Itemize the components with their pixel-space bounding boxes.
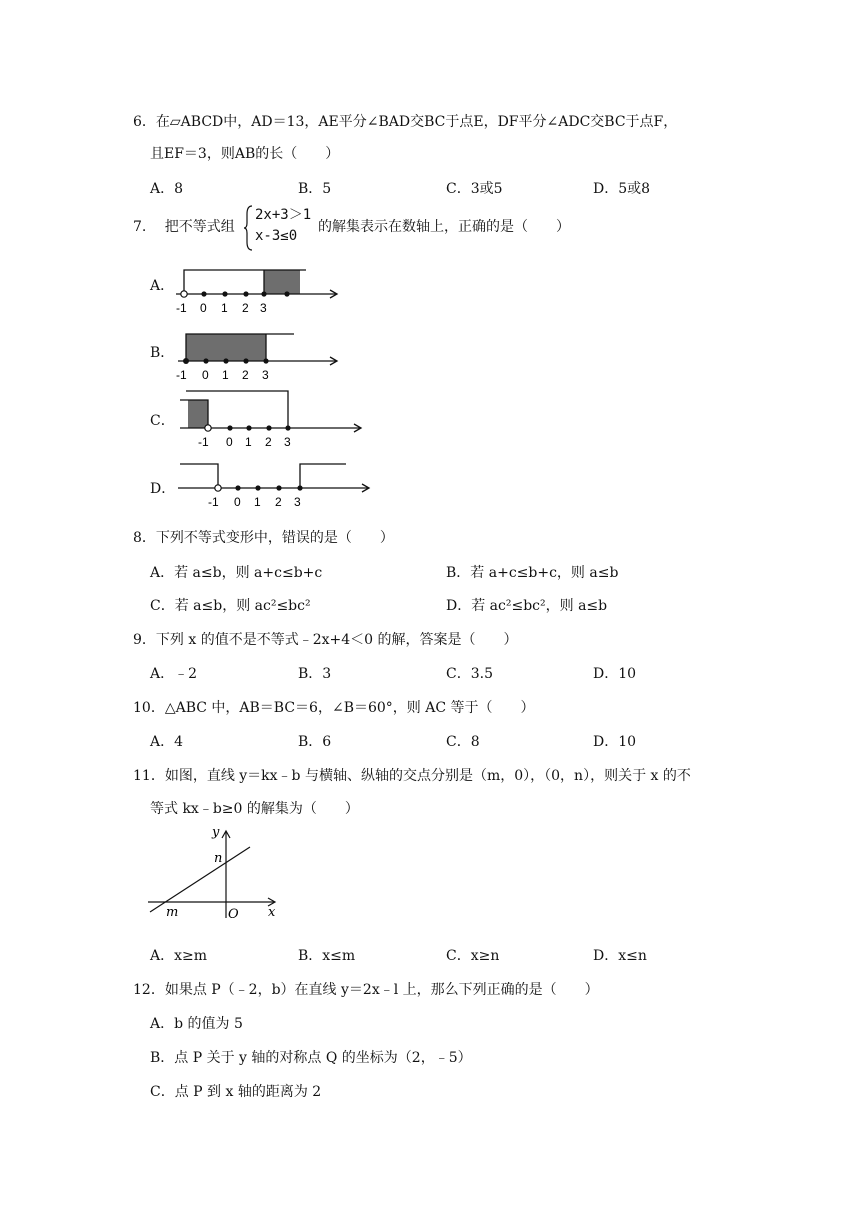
tick-label: 0: [234, 495, 241, 509]
tick-label: 0: [202, 368, 209, 382]
tick-label: -1: [208, 495, 219, 509]
solid-point: [201, 291, 206, 296]
q10-option-a: A．4: [150, 734, 184, 750]
system-brace-icon: [244, 204, 254, 252]
open-point: [215, 485, 221, 491]
q11-option-b: B．x≤m: [298, 948, 356, 964]
origin-label: O: [228, 907, 239, 922]
tick-label: 3: [262, 368, 269, 382]
tick-label: 2: [265, 435, 272, 449]
q12-stem: 12．如果点 P（﹣2，b）在直线 y＝2x﹣l 上，那么下列正确的是（ ）: [133, 982, 599, 998]
tick-label: 0: [226, 435, 233, 449]
q8-option-c: C．若 a≤b，则 ac²≤bc²: [150, 598, 311, 614]
q11-stem-line-2: 等式 kx﹣b≥0 的解集为（ ）: [150, 801, 359, 817]
shaded-region: [188, 400, 208, 428]
q7-system-line-1: 2x+3＞1: [255, 207, 312, 223]
q10-stem: 10．△ABC 中，AB＝BC＝6，∠B＝60°，则 AC 等于（ ）: [133, 700, 535, 716]
q7-option-b-label: B．: [150, 345, 175, 361]
q7-option-a-label: A．: [150, 278, 175, 294]
q9-stem: 9．下列 x 的值不是不等式﹣2x+4＜0 的解，答案是（ ）: [133, 632, 518, 648]
q6-option-a: A．8: [150, 181, 184, 197]
q9-option-c: C．3.5: [446, 666, 493, 682]
q7-stem-suffix: 的解集表示在数轴上，正确的是（ ）: [318, 219, 570, 235]
q12-option-a: A．b 的值为 5: [150, 1016, 243, 1032]
q11-stem-line-1: 11．如图，直线 y＝kx﹣b 与横轴、纵轴的交点分别是（m，0），（0，n），则关于 x 的不: [133, 768, 691, 784]
tick-label: 0: [200, 301, 207, 315]
q6-stem-line-2: 且EF＝3，则AB的长（ ）: [150, 146, 340, 162]
tick-label: 2: [242, 368, 249, 382]
q8-option-b: B．若 a+c≤b+c，则 a≤b: [446, 565, 619, 581]
q7-stem-prefix: 7. 把不等式组: [133, 219, 235, 235]
tick-label: 3: [284, 435, 291, 449]
q6-option-b: B．5: [298, 181, 332, 197]
tick-label: 1: [245, 435, 252, 449]
shaded-region: [264, 270, 300, 294]
y-axis-label: y: [212, 825, 220, 840]
q7-number-line-a: [170, 258, 345, 316]
q7-system-line-2: x-3≤0: [255, 228, 298, 244]
q7-number-line-c: [176, 390, 366, 450]
x-axis-label: x: [268, 905, 276, 920]
tick-label: -1: [198, 435, 209, 449]
q6-stem-line-1: 6．在▱ABCD中，AD＝13，AE平分∠BAD交BC于点E，DF平分∠ADC交BC于点F，: [133, 114, 678, 130]
q8-option-d: D．若 ac²≤bc²，则 a≤b: [446, 598, 608, 614]
q11-option-d: D．x≤n: [593, 948, 647, 964]
q11-option-a: A．x≥m: [150, 948, 208, 964]
n-label: n: [214, 851, 223, 866]
q7-number-line-b: [170, 326, 345, 384]
q6-option-c: C．3或5: [446, 181, 503, 197]
q7-option-d-label: D．: [150, 481, 176, 497]
tick-label: 3: [260, 301, 267, 315]
q9-option-a: A．﹣2: [150, 666, 198, 682]
tick-label: -1: [176, 301, 187, 315]
shaded-region: [186, 334, 266, 361]
q7-number-line-d: [176, 458, 376, 518]
q7-option-c-label: C．: [150, 413, 175, 429]
q8-stem: 8．下列不等式变形中，错误的是（ ）: [133, 530, 394, 546]
tick-label: 1: [222, 368, 229, 382]
open-point: [181, 291, 187, 297]
tick-label: 1: [221, 301, 228, 315]
q6-option-d: D．5或8: [593, 181, 651, 197]
q8-option-a: A．若 a≤b，则 a+c≤b+c: [150, 565, 323, 581]
q9-option-b: B．3: [298, 666, 332, 682]
q12-option-b: B．点 P 关于 y 轴的对称点 Q 的坐标为（2，﹣5）: [150, 1050, 472, 1066]
q11-line-graph: [146, 822, 281, 922]
q12-option-c: C．点 P 到 x 轴的距离为 2: [150, 1084, 322, 1100]
q10-option-c: C．8: [446, 734, 480, 750]
open-point: [205, 425, 211, 431]
m-label: m: [166, 905, 179, 920]
q10-option-b: B．6: [298, 734, 332, 750]
q10-option-d: D．10: [593, 734, 637, 750]
q9-option-d: D．10: [593, 666, 637, 682]
tick-label: 2: [242, 301, 249, 315]
solid-point: [183, 358, 189, 364]
tick-label: 3: [294, 495, 301, 509]
tick-label: 1: [254, 495, 261, 509]
q11-option-c: C．x≥n: [446, 948, 500, 964]
tick-label: -1: [176, 368, 187, 382]
tick-label: 2: [275, 495, 282, 509]
